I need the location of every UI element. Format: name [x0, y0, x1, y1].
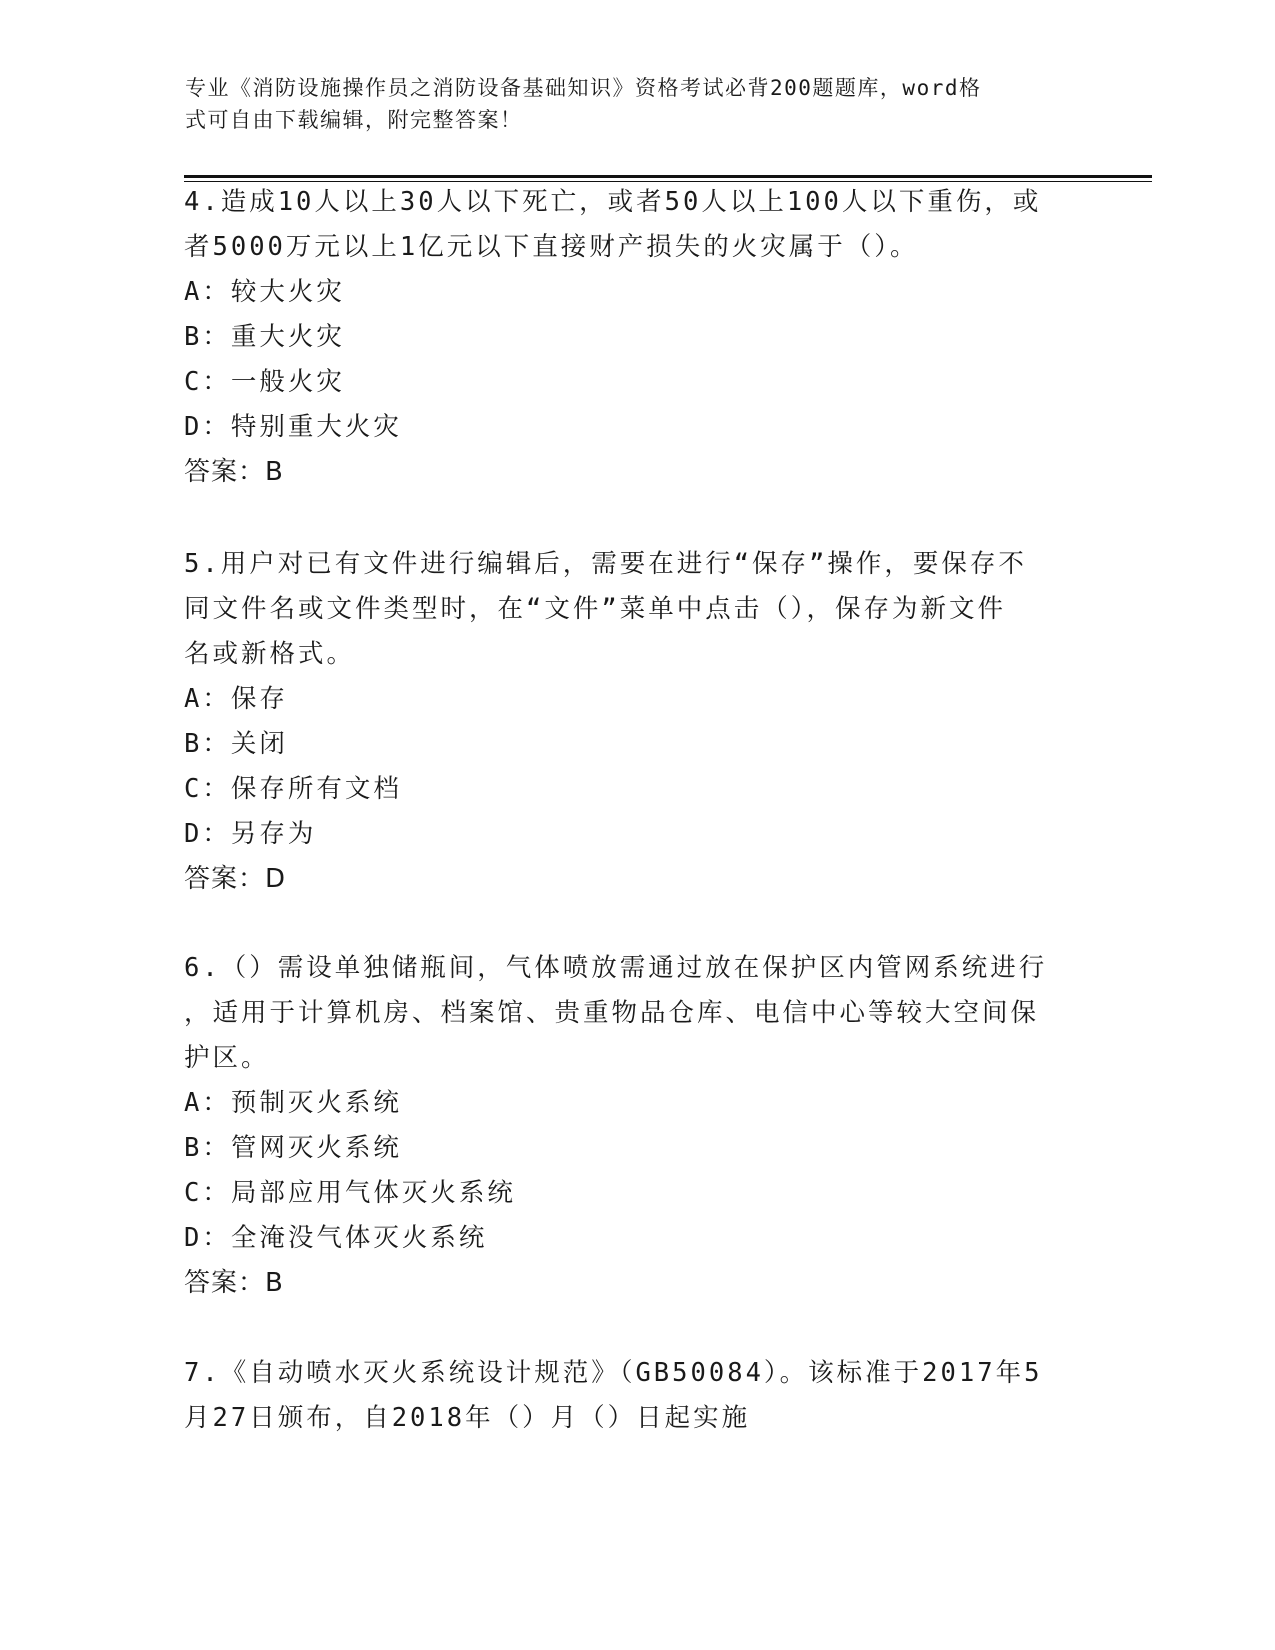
question-6-option-d: D：全淹没气体灭火系统 [184, 1223, 488, 1253]
question-6-line-2: ，适用于计算机房、档案馆、贵重物品仓库、电信中心等较大空间保 [184, 998, 1040, 1028]
question-5-option-d: D：另存为 [184, 819, 317, 849]
question-5-answer: 答案：D [184, 864, 287, 894]
question-6 [184, 946, 1084, 1306]
header-line-1: 专业《消防设施操作员之消防设备基础知识》资格考试必背200题题库，word格 [185, 76, 982, 100]
question-6-line-3: 护区。 [184, 1043, 270, 1073]
question-5 [184, 542, 1084, 902]
question-4-line-2: 者5000万元以上1亿元以下直接财产损失的火灾属于（）。 [184, 232, 919, 262]
question-4-answer: 答案：B [184, 457, 284, 487]
question-6-option-a: A：预制灭火系统 [184, 1088, 402, 1118]
question-4-option-d: D：特别重大火灾 [184, 412, 402, 442]
question-7 [184, 1351, 1084, 1441]
question-6-option-c: C：局部应用气体灭火系统 [184, 1178, 516, 1208]
question-4-option-b: B：重大火灾 [184, 322, 345, 352]
question-4-option-a: A：较大火灾 [184, 277, 345, 307]
question-5-option-a: A：保存 [184, 684, 288, 714]
question-7-line-1: 7.《自动喷水灭火系统设计规范》（GB50084）。该标准于2017年5 [184, 1358, 1043, 1388]
question-6-line-1: 6.（）需设单独储瓶间，气体喷放需通过放在保护区内管网系统进行 [184, 953, 1048, 983]
document-header [185, 72, 1065, 136]
question-5-option-b: B：关闭 [184, 729, 288, 759]
question-5-option-c: C：保存所有文档 [184, 774, 402, 804]
question-7-line-2: 月27日颁布，自2018年（）月（）日起实施 [184, 1403, 751, 1433]
question-4-option-c: C：一般火灾 [184, 367, 345, 397]
header-line-2: 式可自由下载编辑，附完整答案！ [185, 108, 523, 132]
question-5-line-1: 5.用户对已有文件进行编辑后，需要在进行“保存”操作，要保存不 [184, 549, 1027, 579]
question-4-line-1: 4.造成10人以上30人以下死亡，或者50人以上100人以下重伤，或 [184, 187, 1042, 217]
question-4 [184, 180, 1084, 495]
question-5-line-2: 同文件名或文件类型时，在“文件”菜单中点击（），保存为新文件 [184, 594, 1006, 624]
question-5-line-3: 名或新格式。 [184, 639, 356, 669]
header-rule-thick [184, 175, 1152, 178]
question-6-answer: 答案：B [184, 1268, 284, 1298]
question-6-option-b: B：管网灭火系统 [184, 1133, 402, 1163]
